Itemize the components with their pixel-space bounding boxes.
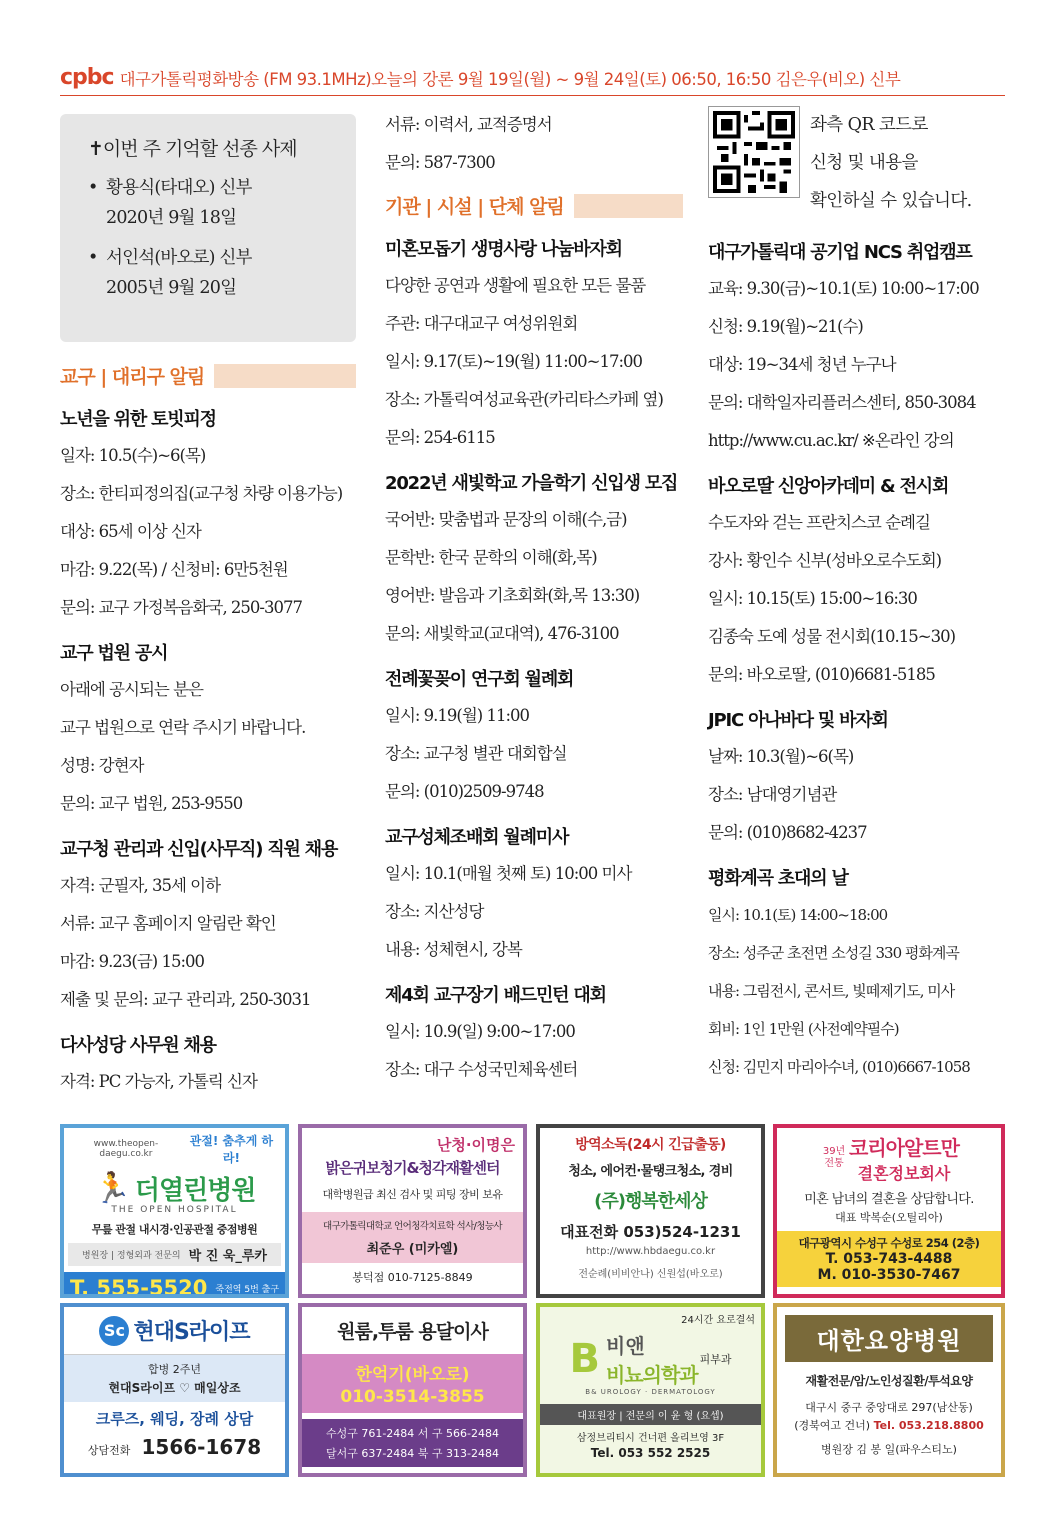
notice-line: 대상: 19~34세 청년 누구나	[708, 355, 896, 374]
notice-line: 문의: 교구 가정복음화국, 250-3077	[60, 598, 302, 617]
notice-line: 문학반: 한국 문학의 이해(화,목)	[385, 548, 597, 567]
notice-title: 바오로딸 신앙아카데미 & 전시회	[708, 476, 949, 497]
notice-line: 마감: 9.23(금) 15:00	[60, 952, 205, 971]
notice-item	[708, 706, 1005, 852]
section-header-institutions: 기관 | 시설 | 단체 알림	[385, 192, 683, 219]
notice-line: 일시: 9.19(월) 11:00	[385, 706, 530, 725]
qr-text: 좌측 QR 코드로 신청 및 내용을 확인하실 수 있습니다.	[810, 115, 972, 211]
ad-moving[interactable]: 원룸,투룸 용달이사 한억기(바오로) 010-3514-3855 수성구 761-2484 서 구 566-2484 달서구 637-2484 북 구 313-2484	[298, 1303, 527, 1477]
notice-line: 아래에 공시되는 분은	[60, 680, 203, 699]
notice-line: 일시: 10.9(일) 9:00~17:00	[385, 1022, 575, 1041]
notice-line: 일시: 10.15(토) 15:00~16:30	[708, 589, 917, 608]
notice-title: 평화계곡 초대의 날	[708, 868, 848, 889]
notice-line: 자격: 군필자, 35세 이하	[60, 876, 221, 895]
notice-item	[385, 469, 683, 653]
notice-item	[385, 823, 683, 969]
notice-line: 문의: 교구 법원, 253-9550	[60, 794, 243, 813]
ad-bright-ear[interactable]: 난청·이명은 밝은귀보청기&청각재활센터 대학병원급 최신 검사 및 피팅 장비 보유 대구가톨릭대학교 언어청각치료학 석사/청능사 최준우 (미카엘) 봉덕점 010-7125-8849	[298, 1124, 527, 1298]
notice-item	[60, 405, 356, 627]
section-header-diocese: 교구 | 대리구 알림	[60, 362, 356, 389]
saint-item: • 서인석(바오로) 신부 2005년 9월 20일	[88, 243, 338, 303]
notice-title: 교구성체조배회 월례미사	[385, 827, 569, 848]
s-logo-icon: Sc	[99, 1316, 129, 1346]
notice-line: 문의: 새빛학교(교대역), 476-3100	[385, 624, 619, 643]
notice-line: 국어반: 맞춤법과 문장의 이해(수,금)	[385, 510, 627, 529]
notice-item	[708, 472, 1005, 694]
header-bar	[60, 60, 1005, 96]
notice-line: 문의: (010)2509-9748	[385, 782, 544, 801]
notice-line: 장소: 지산성당	[385, 902, 484, 921]
running-person-icon: 🏃	[93, 1171, 131, 1206]
notice-line: 서류: 교구 홈페이지 알림란 확인	[60, 914, 276, 933]
column-1	[60, 106, 356, 1113]
notice-line: 장소: 한티피정의집(교구청 차량 이용가능)	[60, 484, 343, 503]
column-2	[385, 106, 683, 1101]
ad-the-open-hospital[interactable]: www.theopen-daegu.co.kr 관절! 춤추게 하라! 🏃 더열린병원 THE OPEN HOSPITAL 무릎 관절 내시경·인공관절 중점병원 병원장 | 정형외과 전문의 박 진 욱_루카 T. 555-5520 죽전역 5번 출구	[60, 1124, 289, 1298]
notice-line: 교육: 9.30(금)~10.1(토) 10:00~17:00	[708, 279, 979, 298]
notice-line: 성명: 강현자	[60, 756, 144, 775]
notice-line: 제출 및 문의: 교구 관리과, 250-3031	[60, 990, 311, 1009]
column-3	[708, 106, 1005, 1098]
notice-line: 문의: 바오로딸, (010)6681-5185	[708, 665, 935, 684]
notice-title: JPIC 아나바다 및 바자회	[708, 710, 888, 731]
notice-line: 일시: 10.1(매월 첫째 토) 10:00 미사	[385, 864, 632, 883]
notice-title: 2022년 새빛학교 가을학기 신입생 모집	[385, 473, 678, 494]
ad-korea-altman[interactable]: 39년 전통 코리아알트만 결혼정보회사 미혼 남녀의 결혼을 상담합니다. 대표 박복순(오틸리아) 대구광역시 수성구 수성로 254 (2층) T. 053-743-4488 M. 010-3530-7467	[773, 1124, 1005, 1298]
notice-line: 신청: 9.19(월)~21(수)	[708, 317, 863, 336]
notice-title: 제4회 교구장기 배드민턴 대회	[385, 985, 606, 1006]
header-text: 대구가톨릭평화방송 (FM 93.1MHz)오늘의 강론 9월 19일(월) ~ 9월 24일(토) 06:50, 16:50 김은우(비오) 신부	[119, 69, 901, 89]
ad-happy-world[interactable]: 방역소독(24시 긴급출동) 청소, 에어컨·물탱크청소, 경비 (주)행복한세상 대표전화 053)524-1231 http://www.hbdaegu.co.kr 전순례(비비안나) 신원섭(바오로)	[536, 1124, 765, 1298]
notice-line: 김종숙 도예 성물 전시회(10.15~30)	[708, 627, 956, 646]
notice-title: 교구 법원 공시	[60, 643, 168, 664]
notice-line: 일시: 10.1(토) 14:00~18:00	[708, 906, 888, 924]
notice-title: 전례꽃꽂이 연구회 월례회	[385, 669, 574, 690]
saints-box	[60, 114, 356, 342]
notice-line: 자격: PC 가능자, 가톨릭 신자	[60, 1072, 257, 1091]
saints-title: ✝이번 주 기억할 선종 사제	[88, 138, 297, 160]
notice-item	[60, 1031, 356, 1101]
qr-code-icon[interactable]	[708, 106, 800, 198]
notice-line: 영어반: 발음과 기초회화(화,목 13:30)	[385, 586, 640, 605]
notice-line: 장소: 교구청 별관 대회합실	[385, 744, 567, 763]
ad-hyundai-s-life[interactable]: Sc 현대S라이프 합병 2주년 현대S라이프 ♡ 매일상조 크루즈, 웨딩, 장례 상담 상담전화 1566-1678	[60, 1303, 289, 1477]
notice-line: 회비: 1인 1만원 (사전예약필수)	[708, 1020, 899, 1038]
notice-line: 문의: 대학일자리플러스센터, 850-3084	[708, 393, 976, 412]
notice-line: 수도자와 걷는 프란치스코 순례길	[708, 513, 930, 532]
notice-line: 장소: 대구 수성국민체육센터	[385, 1060, 578, 1079]
notice-title: 교구청 관리과 신입(사무직) 직원 채용	[60, 839, 338, 860]
notice-line: 대상: 65세 이상 신자	[60, 522, 201, 541]
notice-line: 장소: 가톨릭여성교육관(카리타스카페 옆)	[385, 390, 663, 409]
saint-item: • 황용식(타대오) 신부 2020년 9월 18일	[88, 173, 338, 233]
notice-item	[385, 235, 683, 457]
notice-item	[60, 835, 356, 1019]
notice-line: 일자: 10.5(수)~6(목)	[60, 446, 206, 465]
notice-line: 일시: 9.17(토)~19(월) 11:00~17:00	[385, 352, 643, 371]
cpbc-logo: cpbc	[60, 65, 114, 90]
notice-line: 다양한 공연과 생활에 필요한 모든 물품	[385, 276, 646, 295]
notice-line: 문의: (010)8682-4237	[708, 823, 867, 842]
notice-item	[60, 639, 356, 823]
notice-line: 문의: 254-6115	[385, 428, 495, 447]
notice-line: 날짜: 10.3(월)~6(목)	[708, 747, 854, 766]
b-logo-icon: B	[569, 1336, 600, 1382]
notice-line: http://www.cu.ac.kr/ ※온라인 강의	[708, 431, 954, 450]
qr-section	[708, 106, 1005, 220]
notice-title: 노년을 위한 토빗피정	[60, 409, 216, 430]
notice-item	[708, 238, 1005, 460]
notice-line: 장소: 성주군 초전면 소성길 330 평화계곡	[708, 944, 959, 962]
notice-item	[708, 864, 1005, 1086]
ad-bien-urology[interactable]: 24시간 요로결석 B 비앤 비뇨의학과 피부과 B& UROLOGY · DERMATOLOGY 대표원장 | 전문의 이 윤 형 (요셉) 삼정브리티시 건너편 올리브영 3F Tel. 053 552 2525	[536, 1303, 765, 1477]
notice-line: 주관: 대구대교구 여성위원회	[385, 314, 578, 333]
notice-line: 신청: 김민지 마리아수녀, (010)6667-1058	[708, 1058, 970, 1076]
notice-line: 마감: 9.22(목) / 신청비: 6만5천원	[60, 560, 288, 579]
notice-line: 강사: 황인수 신부(성바오로수도회)	[708, 551, 942, 570]
notice-line: 내용: 그림전시, 콘서트, 빛떼제기도, 미사	[708, 982, 955, 1000]
continued-item: 서류: 이력서, 교적증명서 문의: 587-7300	[385, 115, 552, 172]
notice-line: 장소: 남대영기념관	[708, 785, 837, 804]
notice-item	[385, 665, 683, 811]
notice-item	[385, 981, 683, 1089]
notice-title: 다사성당 사무원 채용	[60, 1035, 216, 1056]
notice-line: 내용: 성체현시, 강복	[385, 940, 522, 959]
notice-title: 대구가톨릭대 공기업 NCS 취업캠프	[708, 242, 972, 263]
notice-line: 교구 법원으로 연락 주시기 바랍니다.	[60, 718, 306, 737]
notice-title: 미혼모돕기 생명사랑 나눔바자회	[385, 239, 622, 260]
ad-daehan-hospital[interactable]: 대한요양병원 재활전문/암/노인성질환/투석요양 대구시 중구 중앙대로 297(남산동) (경북여고 건너) Tel. 053.218.8800 병원장 김 봉 일(파우스티노)	[773, 1303, 1005, 1477]
